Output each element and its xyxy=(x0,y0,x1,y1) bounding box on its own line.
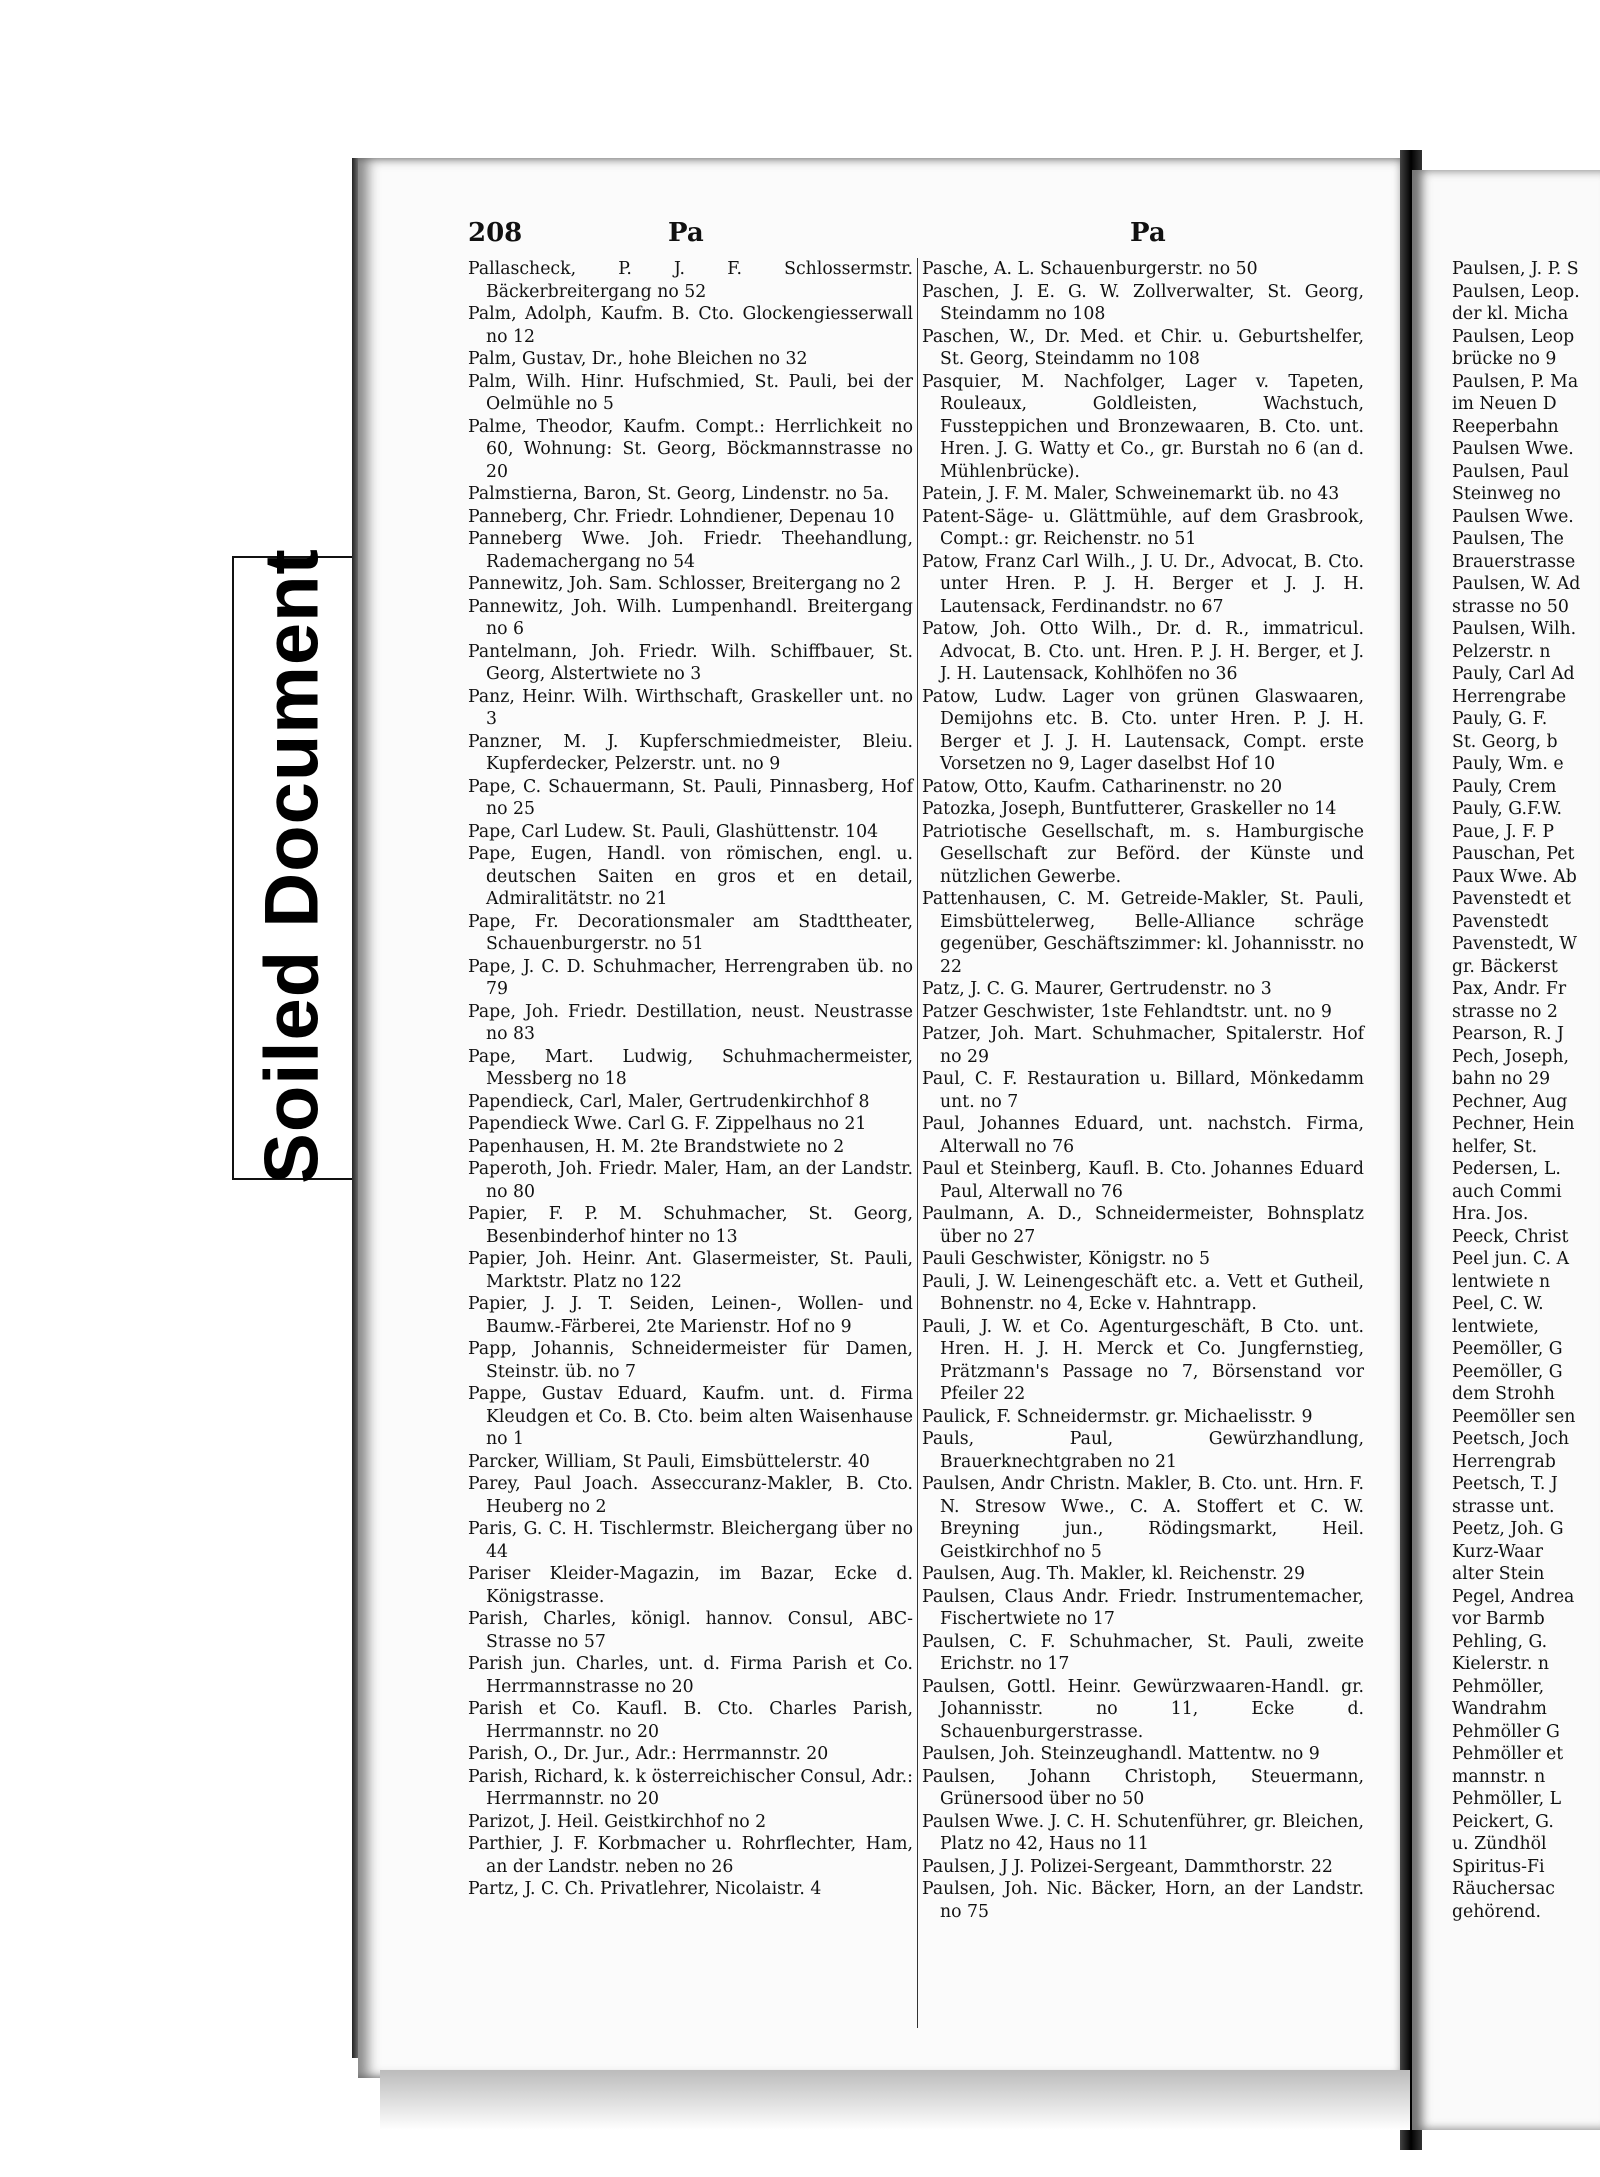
directory-entry: Parcker, William, St Pauli, Eimsbüttelerstr. 40 xyxy=(468,1451,870,1472)
directory-entry: Panzner, M. J. Kupferschmiedmeister, Bleiu. Kupferdecker, Pelzerstr. unt. no 9 xyxy=(468,731,913,774)
directory-entry: Patow, Franz Carl Wilh., J. U. Dr., Advocat, B. Cto. unter Hren. P. J. H. Berger et J. J. H. Lautensack, Ferdinandstr. no 67 xyxy=(922,551,1364,617)
directory-entry: Paulsen, Leop xyxy=(1452,326,1575,347)
directory-entry: Peetz, Joh. G xyxy=(1452,1519,1564,1539)
directory-entry: Paue, J. F. P xyxy=(1452,821,1554,842)
directory-entry: Paul et Steinberg, Kaufl. B. Cto. Johannes Eduard Paul, Alterwall no 76 xyxy=(922,1159,1364,1202)
directory-entry: Pannewitz, Joh. Wilh. Lumpenhandl. Breitergang no 6 xyxy=(468,596,913,639)
directory-entry: Pape, Mart. Ludwig, Schuhmachermeister, Messberg no 18 xyxy=(468,1046,913,1089)
directory-entry: Pavenstedt et xyxy=(1452,889,1571,909)
directory-entry: Parish, Richard, k. k österreichischer Consul, Adr.: Herrmannstr. no 20 xyxy=(468,1766,913,1809)
left-running-head: Pa xyxy=(668,218,704,248)
directory-entry: Paulsen, Wilh. xyxy=(1452,619,1577,639)
directory-entry: Pehmöller G xyxy=(1452,1721,1560,1742)
directory-entry: Paulsen, P. Ma xyxy=(1452,371,1579,392)
directory-entry: Palmstierna, Baron, St. Georg, Lindenstr. no 5a. xyxy=(468,484,890,504)
directory-entry: Paulsen, W. Ad xyxy=(1452,574,1581,594)
column-divider xyxy=(917,258,918,2028)
directory-entry: Peel, C. W. xyxy=(1452,1294,1544,1314)
directory-entry: Panz, Heinr. Wilh. Wirthschaft, Graskeller unt. no 3 xyxy=(468,686,913,729)
directory-entry: Paulsen, C. F. Schuhmacher, St. Pauli, zweite Erichstr. no 17 xyxy=(922,1631,1364,1674)
directory-entry: Parish et Co. Kaufl. B. Cto. Charles Parish, Herrmannstr. no 20 xyxy=(468,1699,913,1742)
directory-entry: Pape, J. C. D. Schuhmacher, Herrengraben üb. no 79 xyxy=(468,956,913,999)
directory-entry: Pechner, Aug xyxy=(1452,1091,1568,1112)
directory-entry: Papier, F. P. M. Schuhmacher, St. Georg, Besenbinderhof hinter no 13 xyxy=(468,1204,913,1247)
directory-entry: Pannewitz, Joh. Sam. Schlosser, Breitergang no 2 xyxy=(468,574,902,594)
directory-entry: Pegel, Andrea xyxy=(1452,1586,1575,1607)
directory-entry: Paulsen, The xyxy=(1452,529,1564,549)
directory-entry: Herrengrab xyxy=(1452,1451,1556,1472)
directory-entry: Paulsen Wwe. xyxy=(1452,506,1574,527)
directory-entry: auch Commi xyxy=(1452,1181,1562,1202)
directory-entry: vor Barmb xyxy=(1452,1609,1545,1629)
directory-entry: Peetsch, T. J xyxy=(1452,1474,1558,1494)
directory-entry: Palm, Wilh. Hinr. Hufschmied, St. Pauli, bei der Oelmühle no 5 xyxy=(468,371,913,414)
directory-entry: Pauls, Paul, Gewürzhandlung, Brauerknechtgraben no 21 xyxy=(922,1429,1364,1472)
directory-entry: Pelzerstr. n xyxy=(1452,641,1551,662)
directory-entry: Paux Wwe. Ab xyxy=(1452,866,1577,887)
directory-entry: Pauly, Crem xyxy=(1452,776,1557,797)
directory-entry: helfer, St. xyxy=(1452,1136,1538,1157)
directory-entry: Paulsen, Johann Christoph, Steuermann, Grünersood über no 50 xyxy=(922,1766,1364,1809)
directory-entry: Paulsen, Leop. xyxy=(1452,281,1580,302)
directory-entry: St. Georg, b xyxy=(1452,731,1558,752)
directory-entry: gehörend. xyxy=(1452,1901,1541,1922)
directory-entry: Paulsen, Aug. Th. Makler, kl. Reichenstr. 29 xyxy=(922,1564,1305,1584)
directory-entry: Pauli, J. W. et Co. Agenturgeschäft, B Cto. unt. Hren. H. J. H. Merck et Co. Jungfernstieg, Prätzmann's Passage no 7, Börsenstand vor Pfeiler 22 xyxy=(922,1316,1364,1404)
directory-entry: Peemöller sen xyxy=(1452,1406,1576,1427)
directory-entry: Pape, Fr. Decorationsmaler am Stadttheater, Schauenburgerstr. no 51 xyxy=(468,911,913,954)
directory-entry: Parey, Paul Joach. Asseccuranz-Makler, B. Cto. Heuberg no 2 xyxy=(468,1474,913,1517)
directory-entry: Pechner, Hein xyxy=(1452,1114,1575,1134)
directory-entry: Pech, Joseph, xyxy=(1452,1046,1569,1067)
directory-entry: Patzer, Joh. Mart. Schuhmacher, Spitalerstr. Hof no 29 xyxy=(922,1024,1364,1067)
directory-entry: Paulsen, Joh. Steinzeughandl. Mattentw. no 9 xyxy=(922,1744,1320,1764)
directory-entry: brücke no 9 xyxy=(1452,349,1557,369)
directory-entry: Parish, O., Dr. Jur., Adr.: Herrmannstr. 20 xyxy=(468,1744,829,1764)
directory-entry: Papp, Johannis, Schneidermeister für Damen, Steinstr. üb. no 7 xyxy=(468,1339,913,1382)
directory-entry: Peeck, Christ xyxy=(1452,1226,1569,1247)
directory-entry: Hra. Jos. xyxy=(1452,1204,1529,1224)
directory-entry: Peetsch, Joch xyxy=(1452,1429,1570,1449)
directory-entry: der kl. Micha xyxy=(1452,304,1569,324)
directory-entry: Paulsen Wwe. xyxy=(1452,439,1574,459)
directory-entry: Patow, Joh. Otto Wilh., Dr. d. R., immatricul. Advocat, B. Cto. unt. Hren. P. J. H. Berger, et J. J. H. Lautensack, Kohlhöfen no 36 xyxy=(922,619,1364,684)
directory-entry: Papendieck, Carl, Maler, Gertrudenkirchhof 8 xyxy=(468,1091,870,1112)
directory-entry: Pauly, G.F.W. xyxy=(1452,799,1562,819)
directory-entry: lentwiete, xyxy=(1452,1316,1540,1337)
directory-entry: Wandrahm xyxy=(1452,1699,1547,1719)
directory-entry: Patz, J. C. G. Maurer, Gertrudenstr. no 3 xyxy=(922,979,1272,999)
directory-entry: Pehling, G. xyxy=(1452,1631,1548,1652)
directory-entry: Paulsen, Paul xyxy=(1452,461,1569,482)
directory-entry: Pape, C. Schauermann, St. Pauli, Pinnasberg, Hof no 25 xyxy=(468,776,913,819)
directory-entry: Parthier, J. F. Korbmacher u. Rohrflechter, Ham, an der Landstr. neben no 26 xyxy=(468,1834,913,1877)
directory-entry: Pearson, R. J xyxy=(1452,1024,1564,1044)
page-bottom-shadow xyxy=(380,2070,1410,2130)
directory-entry: u. Zündhöl xyxy=(1452,1834,1547,1854)
directory-entry: mannstr. n xyxy=(1452,1766,1546,1787)
directory-entry: Pauli Geschwister, Königstr. no 5 xyxy=(922,1249,1210,1269)
directory-entry: Palm, Adolph, Kaufm. B. Cto. Glockengiesserwall no 12 xyxy=(468,304,913,347)
directory-entry: Pallascheck, P. J. F. Schlossermstr. Bäckerbreitergang no 52 xyxy=(468,259,913,302)
directory-entry: Kielerstr. n xyxy=(1452,1654,1549,1674)
directory-entry: Pehmöller, xyxy=(1452,1676,1545,1697)
directory-entry: Parish, Charles, königl. hannov. Consul, ABC-Strasse no 57 xyxy=(468,1609,913,1652)
directory-entry: Papier, J. J. T. Seiden, Leinen-, Wollen- und Baumw.-Färberei, 2te Marienstr. Hof no 9 xyxy=(468,1294,913,1337)
directory-entry: Pape, Joh. Friedr. Destillation, neust. Neustrasse no 83 xyxy=(468,1001,913,1044)
directory-entry: Paulick, F. Schneidermstr. gr. Michaelisstr. 9 xyxy=(922,1406,1313,1427)
directory-entry: Brauerstrasse xyxy=(1452,551,1576,572)
directory-entry: Paschen, W., Dr. Med. et Chir. u. Geburtshelfer, St. Georg, Steindamm no 108 xyxy=(922,326,1364,369)
directory-entry: Reeperbahn xyxy=(1452,416,1559,437)
directory-entry: Pax, Andr. Fr xyxy=(1452,979,1567,999)
directory-entry: Palm, Gustav, Dr., hohe Bleichen no 32 xyxy=(468,349,808,369)
directory-entry: Paperoth, Joh. Friedr. Maler, Ham, an der Landstr. no 80 xyxy=(468,1159,913,1202)
directory-entry: dem Strohh xyxy=(1452,1384,1555,1404)
directory-entry: Pavenstedt, W xyxy=(1452,934,1578,954)
directory-entry: Herrengrabe xyxy=(1452,686,1567,707)
directory-entry: Pauly, Wm. e xyxy=(1452,754,1564,774)
directory-entry: alter Stein xyxy=(1452,1564,1545,1584)
directory-entry: Panneberg, Chr. Friedr. Lohndiener, Depenau 10 xyxy=(468,506,895,527)
directory-entry: Spiritus-Fi xyxy=(1452,1856,1545,1877)
directory-entry: Paris, G. C. H. Tischlermstr. Bleichergang über no 44 xyxy=(468,1519,913,1562)
directory-entry: Pasquier, M. Nachfolger, Lager v. Tapeten, Rouleaux, Goldleisten, Wachstuch, Fussteppichen und Bronzewaaren, B. Cto. unt. Hren. J. G. Watty et Co., gr. Burstah no 6 (an d. Mühlenbrücke). xyxy=(922,371,1364,482)
directory-entry: Paulsen, J J. Polizei-Sergeant, Dammthorstr. 22 xyxy=(922,1856,1333,1877)
directory-entry: Pape, Carl Ludew. St. Pauli, Glashüttenstr. 104 xyxy=(468,821,879,842)
directory-entry: Patent-Säge- u. Glättmühle, auf dem Grasbrook, Compt.: gr. Reichenstr. no 51 xyxy=(922,506,1364,549)
right-running-head: Pa xyxy=(1130,218,1166,248)
page-number: 208 xyxy=(468,218,523,248)
directory-entry: Parizot, J. Heil. Geistkirchhof no 2 xyxy=(468,1811,767,1832)
directory-entry: Pauly, Carl Ad xyxy=(1452,664,1575,684)
directory-entry: strasse unt. xyxy=(1452,1496,1555,1517)
directory-entry: Pantelmann, Joh. Friedr. Wilh. Schiffbauer, St. Georg, Alstertwiete no 3 xyxy=(468,641,913,684)
directory-entry: Pauschan, Pet xyxy=(1452,844,1575,864)
directory-entry: Papendieck Wwe. Carl G. F. Zippelhaus no 21 xyxy=(468,1114,867,1134)
directory-entry: Paulsen Wwe. J. C. H. Schutenführer, gr. Bleichen, Platz no 42, Haus no 11 xyxy=(922,1811,1364,1854)
directory-entry: Peemöller, G xyxy=(1452,1339,1563,1359)
directory-entry: Pattenhausen, C. M. Getreide-Makler, St. Pauli, Eimsbüttelerweg, Belle-Alliance schräge gegenüber, Geschäftszimmer: kl. Johannisstr. no 22 xyxy=(922,889,1365,977)
directory-entry: strasse no 50 xyxy=(1452,596,1569,617)
directory-entry: Peemöller, G xyxy=(1452,1361,1563,1382)
directory-entry: Patein, J. F. M. Maler, Schweinemarkt üb. no 43 xyxy=(922,484,1340,504)
directory-entry: strasse no 2 xyxy=(1452,1001,1558,1022)
directory-entry: Paulmann, A. D., Schneidermeister, Bohnsplatz über no 27 xyxy=(922,1204,1364,1247)
directory-entry: Pehmöller, L xyxy=(1452,1789,1562,1809)
directory-entry: Pauly, G. F. xyxy=(1452,709,1548,729)
directory-entry: gr. Bäckerst xyxy=(1452,956,1558,977)
directory-entry: Kurz-Waar xyxy=(1452,1541,1544,1562)
directory-entry: Patriotische Gesellschaft, m. s. Hamburgische Gesellschaft zur Beförd. der Künste und nützlichen Gewerbe. xyxy=(922,821,1364,887)
right-column xyxy=(922,258,1364,1923)
directory-entry: Pappe, Gustav Eduard, Kaufm. unt. d. Firma Kleudgen et Co. B. Cto. beim alten Waisenhause no 1 xyxy=(468,1384,913,1449)
directory-entry: Steinweg no xyxy=(1452,484,1561,504)
directory-entry: Patozka, Joseph, Buntfutterer, Graskeller no 14 xyxy=(922,799,1337,819)
directory-entry: Pavenstedt xyxy=(1452,911,1549,932)
directory-entry: Paulsen, Joh. Nic. Bäcker, Horn, an der Landstr. no 75 xyxy=(922,1879,1364,1922)
directory-entry: Pariser Kleider-Magazin, im Bazar, Ecke d. Königstrasse. xyxy=(468,1564,913,1607)
directory-entry: Peel jun. C. A xyxy=(1452,1249,1570,1269)
directory-entry: Papier, Joh. Heinr. Ant. Glasermeister, St. Pauli, Marktstr. Platz no 122 xyxy=(468,1249,913,1292)
directory-entry: Patzer Geschwister, 1ste Fehlandtstr. unt. no 9 xyxy=(922,1001,1332,1022)
directory-entry: Patow, Otto, Kaufm. Catharinenstr. no 20 xyxy=(922,776,1283,797)
soiled-document-label: Soiled Document xyxy=(249,548,335,1184)
directory-entry: Pehmöller et xyxy=(1452,1744,1564,1764)
directory-entry: Palme, Theodor, Kaufm. Compt.: Herrlichkeit no 60, Wohnung: St. Georg, Böckmannstrasse no 20 xyxy=(468,416,913,482)
directory-entry: im Neuen D xyxy=(1452,394,1557,414)
directory-entry: Parish jun. Charles, unt. d. Firma Parish et Co. Herrmannstrasse no 20 xyxy=(468,1654,913,1697)
directory-entry: Partz, J. C. Ch. Privatlehrer, Nicolaistr. 4 xyxy=(468,1879,822,1899)
directory-entry: Papenhausen, H. M. 2te Brandstwiete no 2 xyxy=(468,1136,845,1157)
directory-entry: Paulsen, Andr Christn. Makler, B. Cto. unt. Hrn. F. N. Stresow Wwe., C. A. Stoffert et C. W. Breyning jun., Rödingsmarkt, Heil. Geistkirchhof no 5 xyxy=(922,1474,1364,1562)
directory-entry: Pedersen, L. xyxy=(1452,1159,1561,1179)
directory-entry: Paulsen, Claus Andr. Friedr. Instrumentemacher, Fischertwiete no 17 xyxy=(922,1586,1364,1629)
directory-entry: bahn no 29 xyxy=(1452,1069,1551,1089)
directory-entry: Paulsen, J. P. S xyxy=(1452,259,1579,279)
directory-entry: Paul, C. F. Restauration u. Billard, Mönkedamm unt. no 7 xyxy=(922,1069,1364,1112)
left-column xyxy=(468,258,913,1901)
directory-entry: lentwiete n xyxy=(1452,1271,1551,1292)
directory-entry: Patow, Ludw. Lager von grünen Glaswaaren, Demijohns etc. B. Cto. unter Hren. P. J. H. Berger et J. J. H. Lautensack, Compt. erste Vorsetzen no 9, Lager daselbst Hof 10 xyxy=(922,686,1364,774)
directory-entry: Räuchersac xyxy=(1452,1879,1555,1899)
directory-entry: Pape, Eugen, Handl. von römischen, engl. u. deutschen Saiten en gros et en detail, Admiralitätstr. no 21 xyxy=(468,844,913,909)
directory-entry: Pauli, J. W. Leinengeschäft etc. a. Vett et Gutheil, Bohnenstr. no 4, Ecke v. Hahntrapp. xyxy=(922,1271,1364,1314)
directory-entry: Paschen, J. E. G. W. Zollverwalter, St. Georg, Steindamm no 108 xyxy=(922,281,1364,324)
directory-entry: Panneberg Wwe. Joh. Friedr. Theehandlung, Rademachergang no 54 xyxy=(468,529,913,572)
directory-entry: Paul, Johannes Eduard, unt. nachstch. Firma, Alterwall no 76 xyxy=(922,1114,1364,1157)
next-page-column xyxy=(1452,258,1600,1923)
directory-entry: Peickert, G. xyxy=(1452,1811,1554,1832)
directory-entry: Pasche, A. L. Schauenburgerstr. no 50 xyxy=(922,259,1258,279)
directory-entry: Paulsen, Gottl. Heinr. Gewürzwaaren-Handl. gr. Johannisstr. no 11, Ecke d. Schauenburgerstrasse. xyxy=(922,1676,1364,1742)
